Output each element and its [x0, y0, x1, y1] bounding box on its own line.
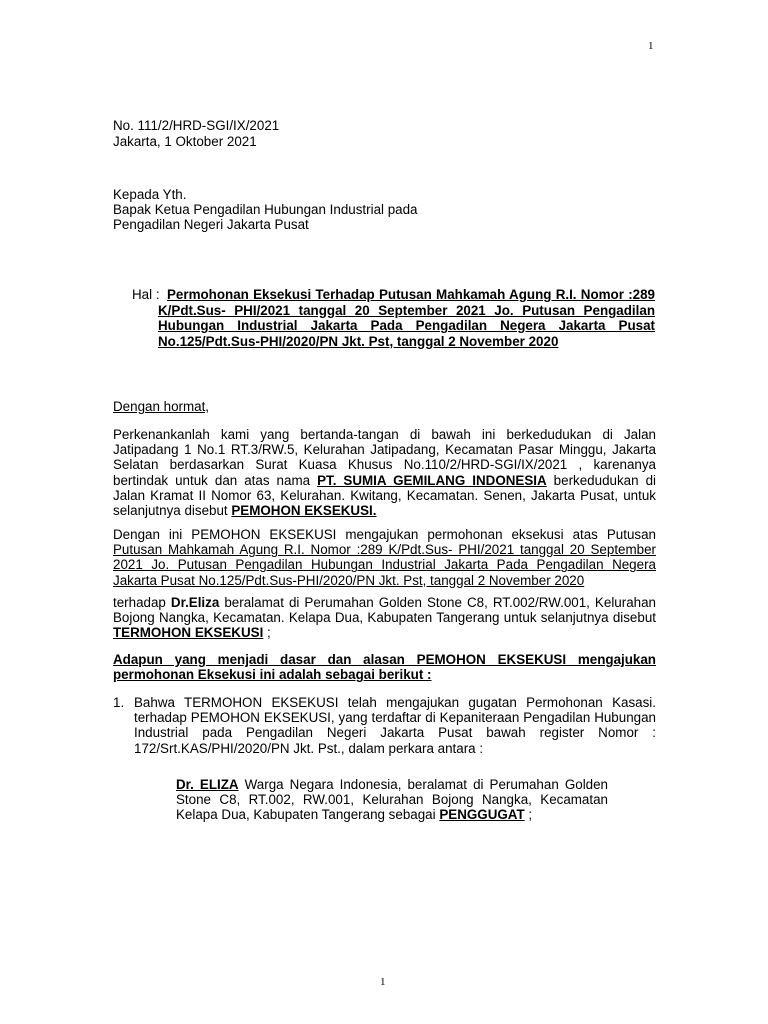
paragraph-request-intro: Dengan ini PEMOHON EKSEKUSI mengajukan permohonan eksekusi atas Putusan: [113, 527, 656, 542]
party-role: PENGGUGAT: [439, 807, 525, 823]
recipient-line-2: Bapak Ketua Pengadilan Hubungan Industrial pada: [113, 202, 418, 217]
letter-number: No. 111/2/HRD-SGI/IX/2021: [113, 118, 280, 133]
party-name: Dr. ELIZA: [176, 777, 239, 792]
recipient-line-3: Pengadilan Negeri Jakarta Pusat: [113, 217, 309, 232]
paragraph-request: [113, 527, 656, 588]
page-number-bottom: 1: [380, 976, 386, 988]
letter-place-date: Jakarta, 1 Oktober 2021: [113, 134, 257, 149]
decision-reference: Putusan Mahkamah Agung R.I. Nomor :289 K/Pdt.Sus- PHI/2021 tanggal 20 September 2021 Jo. Putusan Pengadilan Hubungan Industrial Jakarta Pada Pengadilan Negera Jakarta Pusat No.125/Pdt.Sus-PHI/2020/PN Jkt. Pst, tanggal 2 November 2020: [113, 542, 656, 588]
party-description: [176, 777, 608, 823]
against-prefix: terhadap: [113, 595, 171, 610]
subject-label: Hal :: [132, 287, 160, 302]
salutation: Dengan hormat,: [113, 399, 210, 414]
paragraph-respondent: [113, 595, 656, 641]
page-number-top: 1: [648, 40, 654, 52]
item-1-text: Bahwa TERMOHON EKSEKUSI telah mengajukan gugatan Permohonan Kasasi. terhadap PEMOHON EKSEKUSI, yang terdaftar di Kepaniteraan Pengadilan Hubungan Industrial pada Pengadilan Negeri Jakarta Pusat bawah register Nomor : 172/Srt.KAS/PHI/2020/PN Jkt. Pst., dalam perkara antara :: [134, 695, 656, 756]
respondent-role: TERMOHON EKSEKUSI: [113, 625, 264, 641]
party-end: ;: [524, 807, 533, 823]
company-name: PT. SUMIA GEMILANG INDONESIA: [317, 472, 547, 488]
item-1-number: 1.: [113, 695, 125, 710]
paragraph-authorization-intro: Perkenankanlah kami yang bertanda-tangan di bawah ini berkedudukan di Jalan Jatipadang 1 No.1 RT.3/RW.5, Kelurahan Jatipadang, Kecamatan Pasar Minggu, Jakarta Selatan berdasarkan Surat Kuasa Khusus No.110/2/HRD-SGI/IX/2021 , karenanya bertindak untuk dan atas nama: [113, 427, 656, 488]
paragraph-authorization: [113, 427, 656, 518]
respondent-end: ;: [263, 625, 271, 641]
respondent-address: beralamat di Perumahan Golden Stone C8, RT.002/RW.001, Kelurahan Bojong Nangka, Kecamatan. Kelapa Dua, Kabupaten Tangerang untuk selanjutnya disebut: [113, 595, 656, 626]
company-address: berkedudukan di Jalan Kramat II Nomor 63, Kelurahan. Kwitang, Kecamatan. Senen, Jakarta Pusat, untuk selanjutnya disebut: [113, 472, 656, 519]
respondent-name: Dr.Eliza: [170, 595, 220, 610]
grounds-heading: Adapun yang menjadi dasar dan alasan PEMOHON EKSEKUSI mengajukan permohonan Eksekusi ini adalah sebagai berikut :: [113, 652, 656, 683]
applicant-role: PEMOHON EKSEKUSI.: [231, 503, 377, 519]
party-desc: Warga Negara Indonesia, beralamat di Perumahan Golden Stone C8, RT.002, RW.001, Kelurahan Bojong Nangka, Kecamatan Kelapa Dua, Kabupaten Tangerang sebagai: [176, 777, 609, 823]
recipient-line-1: Kepada Yth.: [113, 187, 187, 202]
subject-text: Permohonan Eksekusi Terhadap Putusan Mahkamah Agung R.I. Nomor :289 K/Pdt.Sus- PHI/2021 tanggal 20 September 2021 Jo. Putusan Pengadilan Hubungan Industrial Jakarta Pada Pengadilan Negera Jakarta Pusat No.125/Pdt.Sus-PHI/2020/PN Jkt. Pst, tanggal 2 November 2020: [158, 287, 655, 349]
